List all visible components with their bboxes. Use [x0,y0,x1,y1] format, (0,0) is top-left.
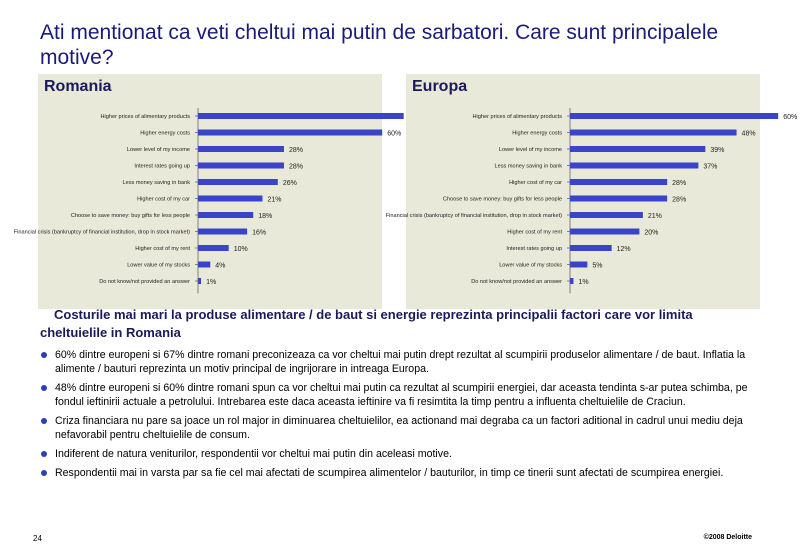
europa-category-label: Interest rates going up [506,246,562,252]
europa-category-label: Higher cost of my car [509,180,562,186]
europa-value-label: 1% [578,279,589,286]
romania-category-label: Higher prices of alimentary products [100,114,190,120]
europa-category-label: Higher prices of alimentary products [472,114,562,120]
europa-value-label: 48% [741,130,756,138]
europa-category-label: Do not know/not provided an answer [471,279,562,285]
europa-bar [570,146,705,152]
bullet-item [40,447,765,461]
europa-category-label: Higher cost of my rent [507,229,562,236]
europa-value-label: 21% [647,213,662,220]
bullet-text: 60% dintre europeni si 67% dintre romani preconizeaza ca vor cheltui mai putin drept rezultat al scumpirii produselor alimentare / de baut. Inflatia la alimente / bauturi reprezinta un motiv principal de ingrijorare in intreaga Europa. [55,349,746,375]
bullet-item [40,381,765,409]
bullet-text: 48% dintre europeni si 60% dintre romani spun ca vor cheltui mai putin ca rezultat al scumpirii energiei, dar aceasta tendinta s-ar putea schimba, pe fondul ieftinirii actuale a petrolului. Intrebarea este daca aceasta ieftinire va fi resimtita la timp pentru a influenta cheltuielile de Craciun. [55,382,748,408]
europa-bar [570,262,587,268]
europa-value-label: 28% [672,196,687,204]
europa-bar-chart [385,74,798,309]
romania-category-label: Higher energy costs [140,130,190,137]
romania-value-label: 16% [252,229,267,237]
europa-bar [570,278,573,284]
romania-value-label: 28% [288,147,303,154]
europa-category-label: Lower level of my income [498,147,562,153]
romania-value-label: 4% [215,262,226,270]
bullet-dot [41,470,47,476]
europa-value-label: 39% [710,147,725,154]
romania-bar [198,245,229,251]
romania-value-label: 21% [267,196,282,204]
bullet-text: Respondentii mai in varsta par sa fie cel mai afectati de scumpirea alimentelor / bauturilor, in timp ce tinerii sunt afectati de scumpirea energiei. [55,467,724,479]
page-number: 24 [33,534,42,543]
slide-subheading: Costurile mai mari la produse alimentare / de baut si energie reprezinta principalii factori care vor limita cheltuielile in Romania [40,307,693,340]
romania-bar [198,229,247,235]
europa-chart-title: Europa [412,78,468,95]
romania-category-label: Lower value of my stocks [127,262,190,269]
europa-bar [570,229,639,235]
romania-category-label: Higher cost of my car [137,196,190,203]
bullet-dot [41,352,47,358]
europa-bar [570,196,667,202]
bullet-item [40,414,765,442]
romania-bar [198,262,210,268]
romania-value-label: 10% [233,246,248,253]
europa-category-label: Choose to save money: buy gifts for less people [442,196,562,203]
romania-bar [198,196,262,202]
europa-value-label: 28% [672,180,687,187]
romania-category-label: Higher cost of my rent [135,246,190,252]
romania-value-label: 18% [258,213,273,220]
europa-bar [570,179,667,185]
romania-category-label: Do not know/not provided an answer [99,279,190,285]
europa-category-label: Less money saving in bank [494,163,562,170]
europa-value-label: 12% [616,246,631,253]
romania-value-label: 26% [282,180,297,187]
bullet-text: Criza financiara nu pare sa joace un rol major in diminuarea cheltuielilor, ea actionand mai degraba ca un factori aditional in cadrul unui mediu deja nefavorabil pentru cheltuielile de consum. [55,415,743,441]
bullet-list [40,348,765,485]
romania-category-label: Interest rates going up [134,163,190,170]
europa-value-label: 5% [592,262,603,270]
europa-category-label: Lower value of my stocks [499,262,562,269]
romania-chart-panel [13,74,402,309]
europa-bar [570,212,643,218]
romania-bar [198,212,253,218]
romania-category-label: Less money saving in bank [122,180,190,186]
europa-category-label: Higher energy costs [512,130,562,137]
romania-bar-chart [13,74,402,309]
romania-value-label: 60% [387,130,402,138]
europa-category-label: Financial crisis (bankruptcy of financial institution, drop in stock market) [385,213,562,219]
romania-bar [198,130,382,136]
romania-bar [198,179,278,185]
bullet-item [40,348,765,376]
slide-title: Ati mentionat ca veti cheltui mai putin de sarbatori. Care sunt principalele motive? [40,21,719,69]
bullet-dot [41,385,47,391]
romania-category-label: Financial crisis (bankruptcy of financial institution, drop in stock market) [13,229,190,236]
copyright-notice: ©2008 Deloitte [703,534,752,541]
romania-bar [198,146,284,152]
europa-value-label: 37% [703,163,718,171]
romania-category-label: Choose to save money: buy gifts for less people [70,213,190,219]
romania-category-label: Lower level of my income [126,147,190,153]
romania-chart-title: Romania [44,78,112,95]
romania-bar [198,113,404,119]
romania-value-label: 1% [206,279,217,286]
europa-bar [570,130,737,136]
europa-chart-panel [385,74,798,309]
bullet-dot [41,418,47,424]
romania-value-label: 28% [288,163,303,171]
europa-value-label: 60% [783,114,798,121]
bullet-dot [41,451,47,457]
europa-bar [570,163,698,169]
bullet-text: Indiferent de natura veniturilor, respondentii vor cheltui mai putin din aceleasi motive. [55,448,452,460]
romania-bar [198,163,284,169]
europa-value-label: 20% [644,229,659,237]
romania-bar [198,278,201,284]
europa-bar [570,245,612,251]
bullet-item [40,466,765,480]
europa-bar [570,113,778,119]
